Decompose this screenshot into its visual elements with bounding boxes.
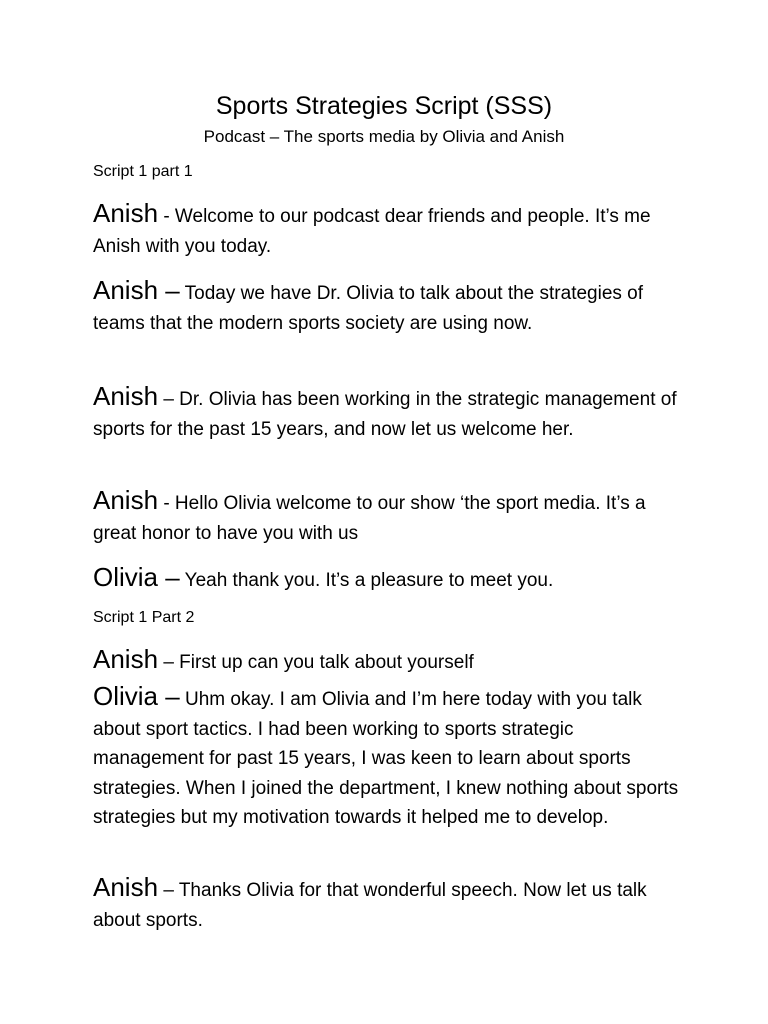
dialogue-line [93,682,688,833]
dialogue-line [93,563,688,596]
dialogue-line [93,199,688,261]
dialogue-text: – Thanks Olivia for that wonderful speech. Now let us talk about sports. [93,880,647,931]
dialogue-line [93,382,688,444]
dialogue-line [93,873,688,935]
dialogue-text: – Dr. Olivia has been working in the strategic management of sports for the past 15 years, and now let us welcome her. [93,389,677,440]
speaker-name: Anish – [93,275,180,305]
speaker-name: Olivia – [93,562,180,592]
dialogue-text: – First up can you talk about yourself [158,652,474,673]
dialogue-line [93,486,688,548]
document-title: Sports Strategies Script (SSS) [215,92,553,120]
document-subtitle: Podcast – The sports media by Olivia and Anish [203,127,565,146]
dialogue-line [93,645,688,678]
speaker-name: Anish [93,198,159,228]
section-label: Script 1 Part 2 [93,609,195,626]
section-label: Script 1 part 1 [93,163,193,180]
speaker-name: Anish [93,872,159,902]
dialogue-text: - Hello Olivia welcome to our show ‘the sport media. It’s a great honor to have you with us [93,493,646,544]
speaker-name: Anish [93,485,159,515]
dialogue-text: Yeah thank you. It’s a pleasure to meet you. [179,570,554,591]
speaker-name: Anish [93,644,159,674]
dialogue-text: - Welcome to our podcast dear friends and people. It’s me Anish with you today. [93,206,651,257]
speaker-name: Olivia – [93,681,180,711]
dialogue-text: Today we have Dr. Olivia to talk about the strategies of teams that the modern sports society are using now. [93,283,644,334]
dialogue-text: Uhm okay. I am Olivia and I’m here today with you talk about sport tactics. I had been working to sports strategic management for past 15 years, I was keen to learn about sports strategies. When I joined the department, I knew nothing about sports strategies but my motivation towards it helped me to develop. [93,689,679,828]
dialogue-line [93,276,688,338]
speaker-name: Anish [93,381,159,411]
